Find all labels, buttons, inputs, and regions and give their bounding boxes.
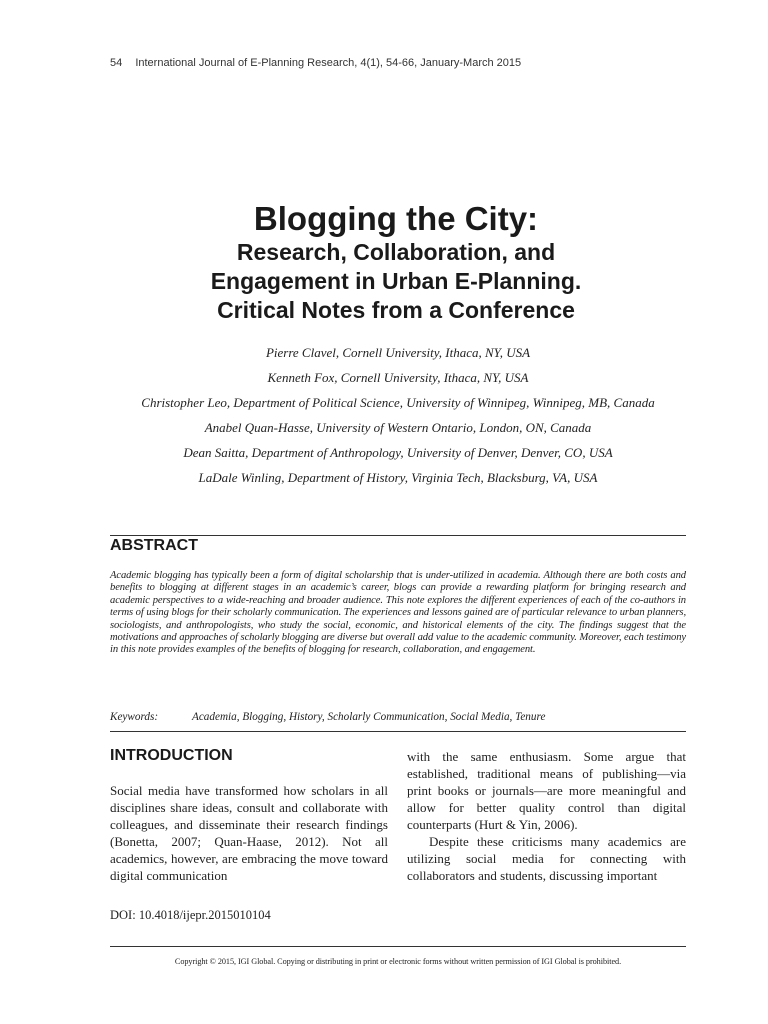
doi: DOI: 10.4018/ijepr.2015010104 — [110, 908, 271, 922]
body-column-left — [110, 782, 388, 884]
journal-citation: International Journal of E-Planning Research, 4(1), 54-66, January-March 2015 — [135, 57, 522, 69]
footer-rule — [110, 946, 686, 947]
abstract-text: Academic blogging has typically been a form of digital scholarship that is under-utilized in academia. Although there are both costs and benefits to blogging at different stages in an academic’s career, blogs can provide a rewarding platform for bringing research and academic perspectives to a wide-reaching and broader audience. This note explores the different experiences of each of the co-authors in terms of using blogs for their scholarly communication. The experiences and lessons gained are of particular relevance to urban planners, sociologists, and anthropologists, who study the social, economic, and historical elements of the city. The findings suggest that the motivations and approaches of scholarly blogging are diverse but overall add value to the academic community. Moreover, each testimony in this note provides examples of the benefits of blogging for research, collaboration, and engagement. — [110, 570, 686, 656]
author-affiliation: Anabel Quan-Hasse, University of Western Ontario, London, ON, Canada — [204, 420, 592, 435]
intro-paragraph: Despite these criticisms many academics are utilizing social media for connecting with collaborators and students, discussing important — [407, 834, 686, 883]
author-affiliation: Dean Saitta, Department of Anthropology, University of Denver, Denver, CO, USA — [183, 445, 613, 460]
page-number: 54 — [110, 57, 123, 69]
article-title — [96, 200, 696, 325]
title-sub-line-3: Critical Notes from a Conference — [217, 297, 575, 323]
title-sub-line-1: Research, Collaboration, and — [236, 239, 556, 265]
copyright-notice: Copyright © 2015, IGI Global. Copying or distributing in print or electronic forms without written permission of IGI Global is prohibited. — [174, 957, 622, 966]
abstract-heading: ABSTRACT — [110, 537, 198, 554]
title-main: Blogging the City: — [253, 200, 539, 237]
author-affiliation: LaDale Winling, Department of History, Virginia Tech, Blacksburg, VA, USA — [198, 470, 598, 485]
body-column-right — [407, 748, 686, 884]
keywords — [110, 711, 545, 723]
author-list — [110, 345, 686, 495]
introduction-heading: INTRODUCTION — [110, 747, 233, 764]
author-affiliation: Kenneth Fox, Cornell University, Ithaca, NY, USA — [267, 370, 529, 385]
author-affiliation: Pierre Clavel, Cornell University, Ithaca, NY, USA — [265, 345, 531, 360]
keywords-value: Academia, Blogging, History, Scholarly Communication, Social Media, Tenure — [192, 711, 546, 723]
intro-paragraph-continued: with the same enthusiasm. Some argue that established, traditional means of publishing—via print books or journals—are more meaningful and allow for better quality control than digital counterparts (Hurt & Yin, 2006). — [407, 749, 686, 832]
running-head — [110, 57, 521, 69]
keywords-bottom-rule — [110, 731, 686, 732]
title-sub-line-2: Engagement in Urban E-Planning. — [210, 268, 582, 294]
abstract-top-rule — [110, 535, 686, 536]
keywords-label: Keywords: — [110, 711, 159, 723]
author-affiliation: Christopher Leo, Department of Political Science, University of Winnipeg, Winnipeg, MB, Canada — [141, 395, 655, 410]
intro-paragraph: Social media have transformed how scholars in all disciplines share ideas, consult and collaborate with colleagues, and disseminate their research findings (Bonetta, 2007; Quan-Haase, 2012). Not all academics, however, are embracing the move toward digital communication — [110, 783, 388, 883]
